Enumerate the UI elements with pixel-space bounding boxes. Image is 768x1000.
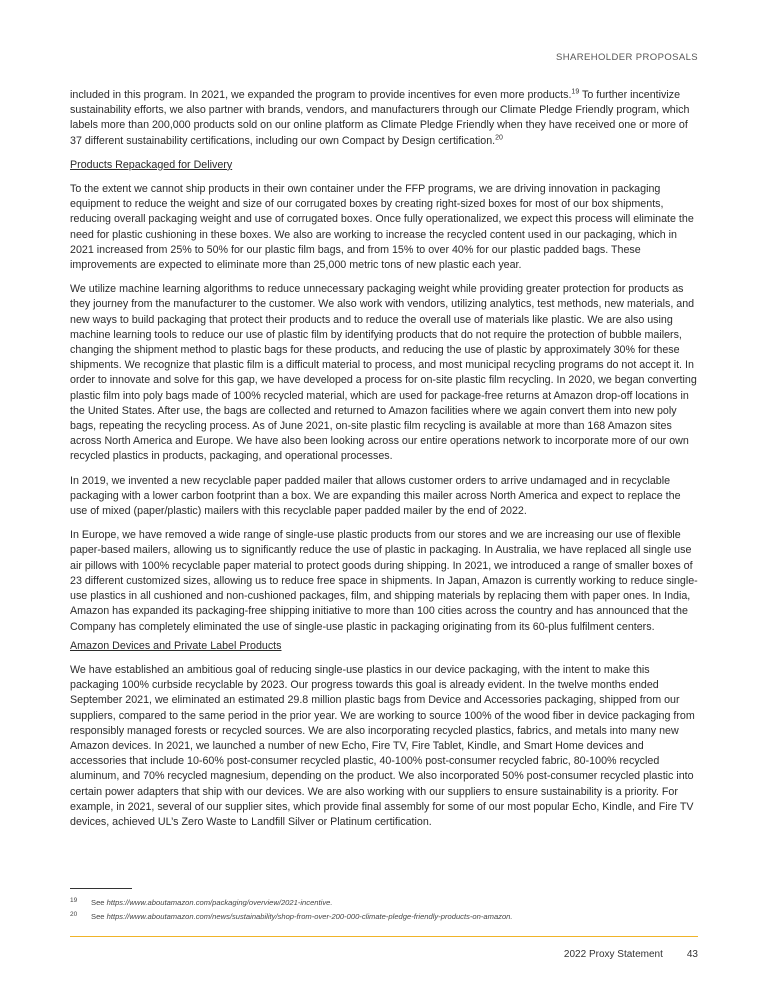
footnote-link[interactable]: https://www.aboutamazon.com/packaging/overview/2021-incentive. bbox=[106, 898, 333, 907]
subheading-devices: Amazon Devices and Private Label Products bbox=[70, 639, 282, 652]
document-body bbox=[70, 88, 700, 839]
footnote-ref-20[interactable]: 20 bbox=[495, 134, 503, 142]
document-title: 2022 Proxy Statement bbox=[563, 949, 663, 960]
section-header: SHAREHOLDER PROPOSALS bbox=[556, 52, 698, 63]
paragraph-right-sized-boxes: To the extent we cannot ship products in their own container under the FFP programs, we are driving innovation in packaging equipment to reduce the weight and size of our corrugated boxes by creating right-sized boxes for most of our box shipments, reducing overall packaging weight and use of corrugated boxes. Once fully operationalized, we expect this process will eliminate the need for plastic cushioning in these boxes. We also are working to increase the recycled content used in our packaging, which in 2021 increased from 25% to 50% for our plastic film bags, and from 15% to over 40% for our plastic padded bags. These improvements are expected to eliminate more than 25,000 metric tons of new plastic each year. bbox=[70, 183, 694, 272]
subheading-products-repackaged: Products Repackaged for Delivery bbox=[70, 158, 233, 171]
paragraph-climate-pledge: included in this program. In 2021, we expanded the program to provide incentives for even more products.$^{19}$ To further incentivize sustainability efforts, we also partner with brands, vendors, and manufacturers through our Climate Pledge Friendly program, which labels more than 200,000 products sold on our online platform as Climate Pledge Friendly when they have received one or more of 37 different sustainability certifications, including our own Compact by Design certification.$^{20}$ bbox=[70, 88, 690, 147]
footnote-number: 20 bbox=[70, 911, 78, 918]
footnote-20: 20 See https://www.aboutamazon.com/news/sustainability/shop-from-over-200-000-climate-pledge-friendly-products-on-amazon. bbox=[70, 910, 700, 924]
footnote-number: 19 bbox=[70, 897, 78, 904]
footnote-link[interactable]: https://www.aboutamazon.com/news/sustainability/shop-from-over-200-000-climate-pledge-friendly-products-on-amazon. bbox=[106, 912, 513, 921]
paragraph-devices: We have established an ambitious goal of reducing single-use plastics in our device packaging, with the intent to make this packaging 100% curbside recyclable by 2023. Our progress towards this goal is already evident. In the twelve months ended September 2021, we eliminated an estimated 29.8 million plastic bags from Device and Accessories packaging, shipped from our suppliers, compared to the same period in the prior year. We are working to source 100% of the wood fiber in device packaging from responsibly managed forests or recycled sources. We are also incorporating recycled plastics, fabrics, and metals into many new Amazon devices. In 2021, we launched a number of new Echo, Fire TV, Fire Tablet, Kindle, and Smart Home devices and accessories that include 10-60% post-consumer recycled plastic, 40-100% post-consumer recycled fabric, 80-100% recycled aluminum, and 70% recycled magnesium, depending on the product. We also incorporated 50% post-consumer recycled plastic into certain power adapters that ship with our devices. We are also working with our suppliers to ensure sustainability is a priority. For example, in 2021, several of our supplier sites, which provide final assembly for some of our most popular Echo, Kindle, and Fire TV devices, achieved UL’s Zero Waste to Landfill Silver or Platinum certification. bbox=[70, 663, 695, 828]
footnote-divider bbox=[70, 888, 132, 889]
footnotes bbox=[70, 896, 700, 924]
page-footer bbox=[564, 949, 698, 960]
page-number: 43 bbox=[686, 949, 698, 960]
paragraph-machine-learning: We utilize machine learning algorithms to reduce unnecessary packaging weight while providing greater protection for products as they journey from the manufacturer to the customer. We also work with vendors, utilizing analytics, test methods, new materials, and new ways to build packaging that protect their products and to reduce the overall use of materials like plastic. We are also using machine learning tools to reduce our use of plastic film by identifying products that do not require the protection of bubble mailers, changing the shipment method to plastic bags for these products, and reducing the use of plastic by approximately 30% for these shipments. We recognize that plastic film is a difficult material to process, and most municipal recycling programs do not accept it. In order to innovate and solve for this gap, we have developed a process for on-site plastic film recycling. In 2020, we began converting plastic film into poly bags made of 100% recycled material, which are used for package-free returns at Amazon drop-off locations in the United States. After use, the bags are collected and returned to Amazon facilities where we again convert them into new poly bags, repeating the recycling process. As of June 2021, on-site plastic film recycling is available at more than 168 Amazon sites across North America and Europe. We have also been looking across our entire operations network to incorporate more of our own recycled plastics in products, packaging, and operational processes. bbox=[70, 283, 697, 463]
paragraph-international: In Europe, we have removed a wide range of single-use plastic products from our stores and we are increasing our use of flexible paper-based mailers, allowing us to significantly reduce the use of plastic in packaging. In Australia, we have replaced all single use air pillows with 100% recyclable paper material to protect goods during shipping. In 2021, we introduced a range of smaller boxes of 23 different customized sizes, allowing us to reduce free space in shipments. In Japan, Amazon is currently working to reduce single-use plastics in all cushioned and non-cushioned packages, film, and shipping materials by replacing them with paper ones. In India, Amazon has expanded its packaging-free shipping initiative to more than 100 cities across the country and has announced that the Company has completely eliminated the use of single-use plastic in packaging originating from its 60-plus fulfilment centers. bbox=[70, 529, 698, 633]
footnote-19: 19 See https://www.aboutamazon.com/packaging/overview/2021-incentive. bbox=[70, 896, 700, 910]
footnote-ref-19[interactable]: 19 bbox=[571, 88, 580, 96]
paragraph-paper-mailer: In 2019, we invented a new recyclable paper padded mailer that allows customer orders to arrive undamaged and in recyclable packaging with a lower carbon footprint than a box. We are expanding this mailer across North America and expect to replace the use of mixed (paper/plastic) mailers with this recyclable paper padded mailer by the end of 2022. bbox=[70, 474, 681, 518]
footer-divider bbox=[70, 936, 698, 937]
